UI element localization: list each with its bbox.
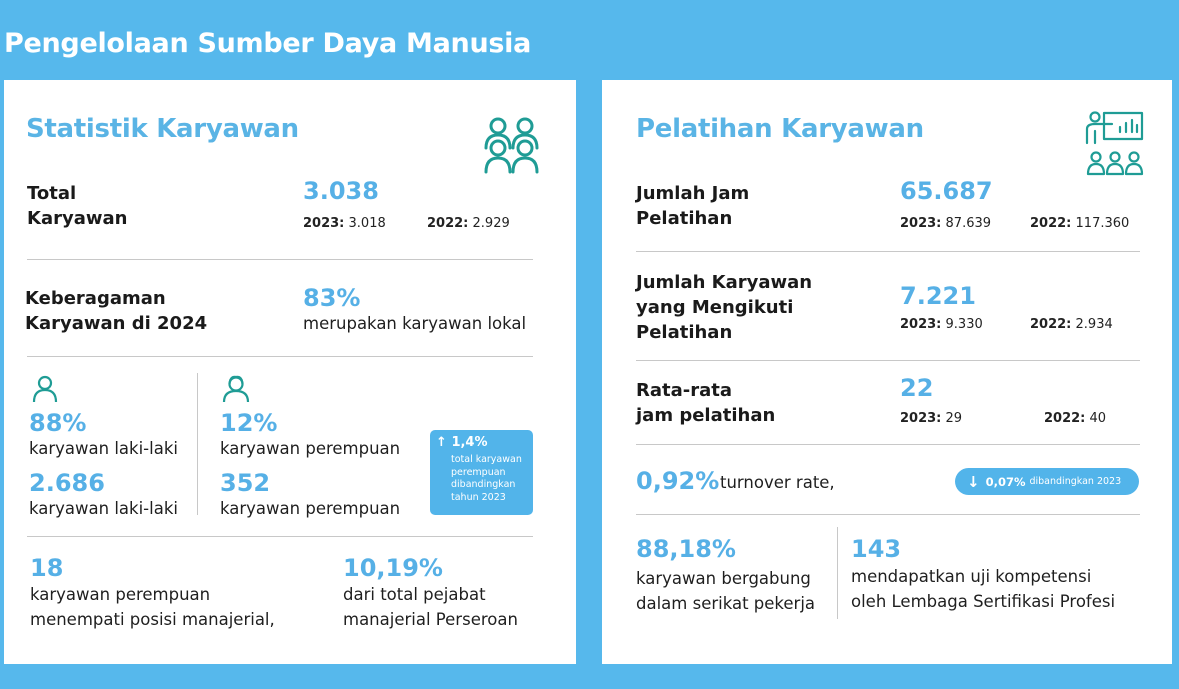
male-percent: 88% bbox=[29, 409, 87, 437]
peserta-2022 bbox=[1030, 317, 1113, 332]
managerial-count-line1: karyawan perempuan bbox=[30, 585, 211, 604]
managerial-count-value: 18 bbox=[30, 554, 64, 582]
peserta-2023-label: 2023: bbox=[900, 317, 942, 332]
divider bbox=[636, 360, 1140, 361]
total-label-line2: Karyawan bbox=[27, 208, 128, 229]
jam-pelatihan-label bbox=[636, 181, 749, 231]
divider bbox=[27, 356, 533, 357]
managerial-count-line2: menempati posisi manajerial, bbox=[30, 610, 275, 629]
pelatihan-karyawan-panel bbox=[602, 80, 1172, 664]
male-count: 2.686 bbox=[29, 469, 105, 497]
rata-label-line2: jam pelatihan bbox=[636, 405, 776, 426]
total-2023-value: 3.018 bbox=[348, 216, 386, 231]
peserta-2022-label: 2022: bbox=[1030, 317, 1072, 332]
peserta-2023-value: 9.330 bbox=[945, 317, 983, 332]
union-line2: dalam serikat pekerja bbox=[636, 594, 816, 613]
female-growth-badge bbox=[430, 430, 533, 515]
peserta-label-line2: yang Mengikuti bbox=[636, 297, 794, 318]
peserta-2022-value: 2.934 bbox=[1075, 317, 1113, 332]
peserta-label-line3: Pelatihan bbox=[636, 322, 733, 343]
divider bbox=[636, 444, 1140, 445]
jam-2022-value: 117.360 bbox=[1075, 216, 1130, 231]
managerial-count-caption bbox=[30, 582, 275, 632]
keberagaman-label-line2: Karyawan di 2024 bbox=[25, 313, 208, 334]
pelatihan-title: Pelatihan Karyawan bbox=[636, 114, 924, 144]
peserta-2023 bbox=[900, 317, 983, 332]
rata-rata-label bbox=[636, 378, 775, 428]
people-group-icon bbox=[482, 116, 544, 176]
rata-2023 bbox=[900, 411, 962, 426]
arrow-down-icon: ↓ bbox=[967, 472, 980, 491]
female-percent: 12% bbox=[220, 409, 278, 437]
female-count: 352 bbox=[220, 469, 271, 497]
turnover-badge bbox=[955, 468, 1139, 495]
keberagaman-label-line1: Keberagaman bbox=[25, 288, 166, 309]
keberagaman-label bbox=[25, 286, 207, 336]
vertical-divider bbox=[197, 373, 198, 515]
jam-2023 bbox=[900, 216, 991, 231]
rata-2023-value: 29 bbox=[945, 411, 963, 426]
jam-2023-label: 2023: bbox=[900, 216, 942, 231]
managerial-percent-value: 10,19% bbox=[343, 554, 443, 582]
divider bbox=[636, 251, 1140, 252]
jam-label-line2: Pelatihan bbox=[636, 208, 733, 229]
turnover-badge-value: 0,07% bbox=[985, 474, 1026, 489]
peserta-pelatihan-value: 7.221 bbox=[900, 282, 976, 310]
managerial-percent-line1: dari total pejabat bbox=[343, 585, 486, 604]
badge-line1: total karyawan bbox=[451, 454, 522, 465]
keberagaman-value: 83% bbox=[303, 284, 361, 312]
jam-2022-label: 2022: bbox=[1030, 216, 1072, 231]
rata-rata-value: 22 bbox=[900, 374, 934, 402]
rata-2022 bbox=[1044, 411, 1106, 426]
total-label-line1: Total bbox=[27, 183, 77, 204]
jam-pelatihan-value: 65.687 bbox=[900, 177, 993, 205]
rata-2022-label: 2022: bbox=[1044, 411, 1086, 426]
total-2022 bbox=[427, 216, 510, 231]
male-count-caption: karyawan laki-laki bbox=[29, 499, 178, 518]
peserta-label-line1: Jumlah Karyawan bbox=[636, 272, 813, 293]
union-caption bbox=[636, 566, 815, 616]
statistik-title: Statistik Karyawan bbox=[26, 114, 299, 144]
female-growth-value: 1,4% bbox=[451, 435, 488, 450]
turnover-value: 0,92% bbox=[636, 467, 720, 495]
badge-line3: dibandingkan bbox=[451, 479, 516, 490]
turnover-badge-caption: dibandingkan 2023 bbox=[1029, 476, 1122, 487]
turnover-caption: turnover rate, bbox=[720, 473, 835, 492]
page-title: Pengelolaan Sumber Daya Manusia bbox=[4, 28, 532, 59]
jam-2023-value: 87.639 bbox=[945, 216, 992, 231]
female-growth-caption bbox=[451, 454, 522, 504]
female-growth-value-row bbox=[436, 435, 488, 450]
arrow-up-icon: ↑ bbox=[436, 435, 447, 450]
badge-line4: tahun 2023 bbox=[451, 491, 506, 503]
total-2023-label: 2023: bbox=[303, 216, 345, 231]
union-line1: karyawan bergabung bbox=[636, 569, 811, 588]
male-percent-caption: karyawan laki-laki bbox=[29, 439, 178, 458]
divider bbox=[636, 514, 1140, 515]
training-presentation-icon bbox=[1084, 110, 1148, 176]
union-value: 88,18% bbox=[636, 535, 736, 563]
vertical-divider bbox=[837, 527, 838, 619]
managerial-percent-line2: manajerial Perseroan bbox=[343, 610, 518, 629]
male-person-icon bbox=[32, 375, 58, 403]
female-count-caption: karyawan perempuan bbox=[220, 499, 401, 518]
total-2022-label: 2022: bbox=[427, 216, 469, 231]
rata-label-line1: Rata-rata bbox=[636, 380, 733, 401]
divider bbox=[27, 536, 533, 537]
total-karyawan-value: 3.038 bbox=[303, 177, 379, 205]
divider bbox=[27, 259, 533, 260]
peserta-pelatihan-label bbox=[636, 270, 812, 345]
certification-caption bbox=[851, 564, 1115, 614]
female-percent-caption: karyawan perempuan bbox=[220, 439, 401, 458]
total-2023 bbox=[303, 216, 386, 231]
total-2022-value: 2.929 bbox=[472, 216, 510, 231]
certification-value: 143 bbox=[851, 535, 902, 563]
statistik-karyawan-panel bbox=[4, 80, 576, 664]
rata-2023-label: 2023: bbox=[900, 411, 942, 426]
certification-line1: mendapatkan uji kompetensi bbox=[851, 567, 1092, 586]
managerial-percent-caption bbox=[343, 582, 518, 632]
female-person-icon bbox=[222, 375, 250, 403]
rata-2022-value: 40 bbox=[1089, 411, 1107, 426]
keberagaman-caption: merupakan karyawan lokal bbox=[303, 314, 527, 333]
total-karyawan-label bbox=[27, 181, 127, 231]
jam-2022 bbox=[1030, 216, 1129, 231]
jam-label-line1: Jumlah Jam bbox=[636, 183, 750, 204]
certification-line2: oleh Lembaga Sertifikasi Profesi bbox=[851, 592, 1116, 611]
badge-line2: perempuan bbox=[451, 466, 506, 478]
